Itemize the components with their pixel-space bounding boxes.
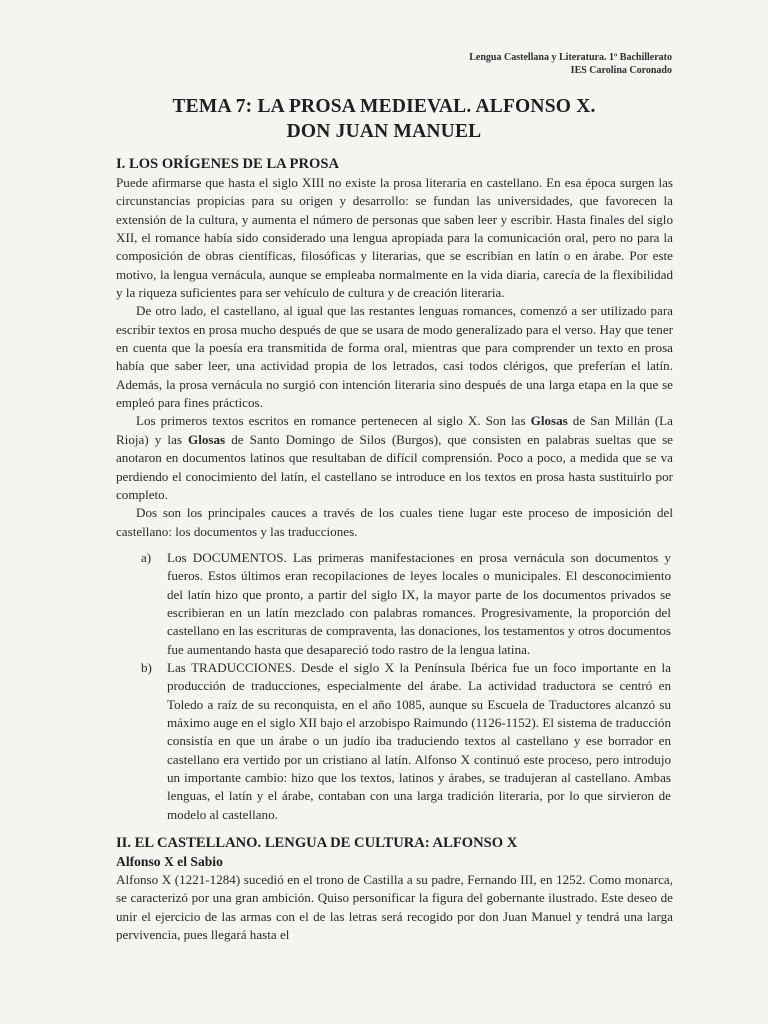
p3-text-c: de San Millán (La Rioja) y las (116, 413, 673, 447)
document-body (116, 155, 673, 944)
section-1-heading: I. LOS ORÍGENES DE LA PROSA (116, 156, 340, 172)
page-header (469, 51, 672, 77)
header-school: IES Carolina Coronado (570, 65, 672, 76)
section-2-subheading: Alfonso X el Sabio (116, 854, 223, 870)
list-item-marker: b) (141, 659, 152, 675)
section-1-paragraph-1: Puede afirmarse que hasta el siglo XIII no existe la prosa literaria en castellano. En esa época surgen las circunstancias propicias para su origen y desarrollo: se fundan las universidades, que favorecen la extensión de la cultura, y aumenta el número de personas que saben leer y escribir. Hasta finales del siglo XII, el romance había sido considerado una lengua apropiada para la comunicación oral, pero no para la composición de obras científicas, filosóficas y literarias, que se escribían en latín o en árabe. Por este motivo, la lengua vernácula, aunque se empleaba normalmente en la vida diaria, carecía de la flexibilidad y la riqueza suficientes para ser vehículo de cultura y de creación literaria. (116, 175, 673, 301)
p3-text-a: Los primeros textos escritos en romance pertenecen al siglo X. Son las (136, 413, 531, 429)
glosas-term-1: Glosas (530, 413, 568, 429)
document-title (0, 94, 768, 144)
title-line-2: DON JUAN MANUEL (286, 121, 482, 142)
list-item-marker: a) (141, 549, 152, 565)
title-line-1: TEMA 7: LA PROSA MEDIEVAL. ALFONSO X. (172, 96, 596, 117)
section-1-paragraph-4: Dos son los principales cauces a través de los cuales tiene lugar este proceso de imposición del castellano: los documentos y las traducciones. (116, 505, 673, 539)
channels-list (116, 549, 673, 824)
list-item (116, 549, 673, 659)
glosas-term-2: Glosas (188, 431, 226, 447)
list-item-body (167, 659, 673, 824)
list-item-lead: Los DOCUMENTOS. (167, 549, 287, 565)
list-item-text: Desde el siglo X la Península Ibérica fue un foco importante en la producción de traducciones, especialmente del árabe. La actividad traductora se centró en Toledo a raíz de su reconquista, en el año 1085, aunque su Escuela de Traductores alcanzó su máximo auge en el siglo XII bajo el arzobispo Raimundo (1126-1152). El sistema de traducción consistía en que un árabe o un judío iba traduciendo textos al castellano y ese borrador en castellano era vertido por un cristiano al latín. Alfonso X continuó este proceso, pero introdujo un importante cambio: hizo que los textos, latinos y árabes, se tradujeran al castellano. Ambas lenguas, el latín y el árabe, contaban con una larga tradición literaria, por lo que sirvieron de modelo al castellano. (167, 659, 671, 822)
list-item (116, 659, 673, 824)
p3-text-e: de Santo Domingo de Silos (Burgos), que consisten en palabras sueltas que se anotaron en documentos latinos que resultaban de difícil comprensión. Poco a poco, a medida que se va perdiendo el conocimiento del latín, el castellano se introduce en los textos en prosa hasta sustituirlo por completo. (116, 431, 673, 502)
list-item-body (167, 549, 673, 659)
section-1-paragraph-3 (116, 412, 673, 504)
list-item-text: Las primeras manifestaciones en prosa vernácula son documentos y fueros. Estos últimos eran recopilaciones de leyes locales o municipales. El desconocimiento del latín hizo que pronto, a partir del siglo IX, la mayor parte de los documentos privados se escribieran en un latín mezclado con palabras romances. Progresivamente, la proporción del castellano en las escrituras de compraventa, las donaciones, los testamentos y otros documentos fue aumentando hasta que desapareció todo rastro de la lengua latina. (167, 549, 671, 657)
list-item-lead: Las TRADUCCIONES. (167, 659, 296, 675)
section-1-paragraph-2: De otro lado, el castellano, al igual que las restantes lenguas romances, comenzó a ser utilizado para escribir textos en prosa mucho después de que se usara de modo generalizado para el verso. Hay que tener en cuenta que la poesía era transmitida de forma oral, mientras que para comprender un texto en prosa había que saber leer, una actividad propia de los letrados, casi todos clérigos, que preferían el latín. Además, la prosa vernácula no surgió con intención literaria sino después de una larga etapa en la que se empleó para fines prácticos. (116, 303, 673, 411)
section-2-heading: II. EL CASTELLANO. LENGUA DE CULTURA: ALFONSO X (116, 835, 518, 852)
section-2-paragraph-1: Alfonso X (1221-1284) sucedió en el trono de Castilla a su padre, Fernando III, en 1252. Como monarca, se caracterizó por una gran ambición. Quiso personificar la figura del gobernante ilustrado. Este deseo de unir el ejercicio de las armas con el de las letras será recogido por don Juan Manuel y tendrá una larga pervivencia, pues llegará hasta el (116, 872, 673, 943)
header-course: Lengua Castellana y Literatura. 1º Bachillerato (469, 52, 672, 63)
